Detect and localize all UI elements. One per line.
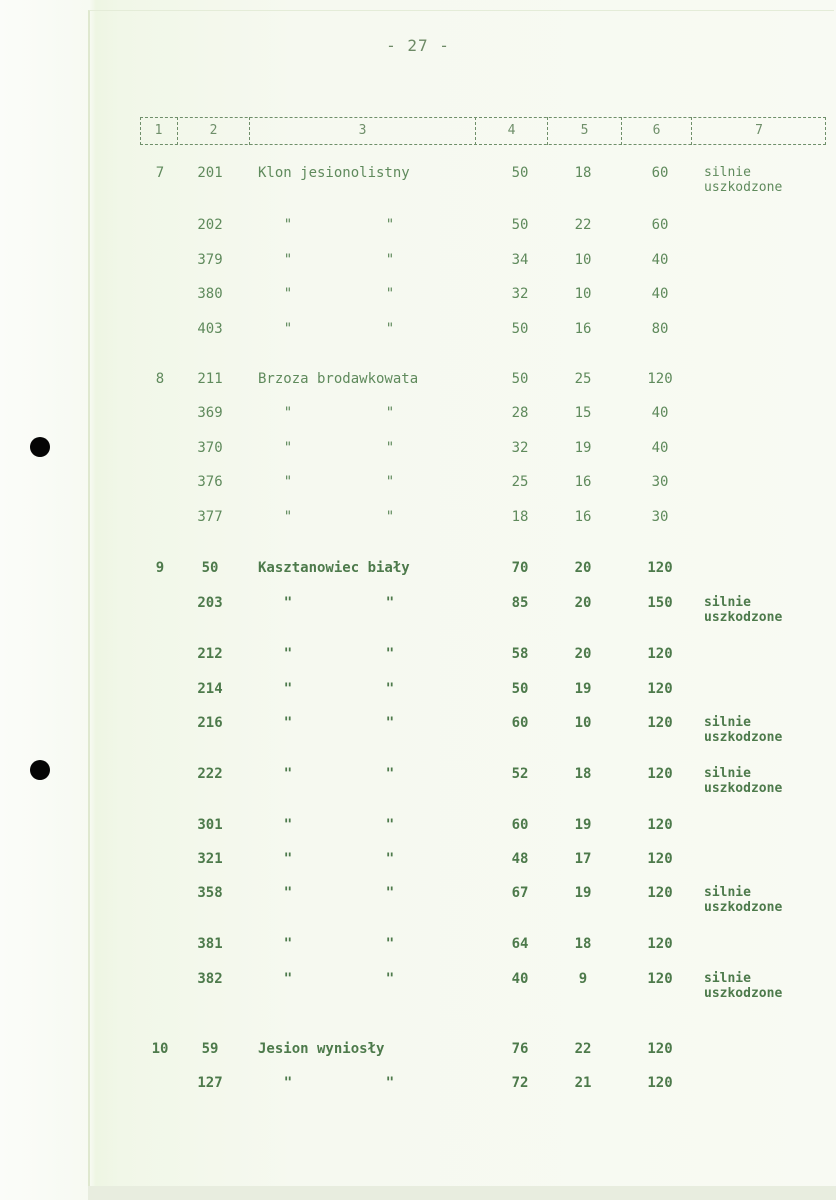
species-name: Kasztanowiec biały xyxy=(258,560,410,576)
ditto-mark: " xyxy=(283,646,293,662)
col-5-value: 9 xyxy=(578,971,588,987)
ditto-mark: " xyxy=(385,509,395,525)
ditto-mark: " xyxy=(283,217,293,233)
col-4-value: 72 xyxy=(511,1075,529,1091)
col-6-value: 120 xyxy=(647,371,673,387)
header-col-6: 6 xyxy=(622,117,692,145)
col-4-value: 50 xyxy=(511,371,529,387)
tree-number: 50 xyxy=(201,560,219,576)
note-text: silnie uszkodzone xyxy=(704,165,783,195)
ditto-mark: " xyxy=(283,766,293,782)
ditto-mark: " xyxy=(385,885,395,901)
ditto-mark: " xyxy=(385,286,395,302)
col-4-value: 60 xyxy=(511,817,529,833)
group-number: 7 xyxy=(155,165,165,181)
header-col-7: 7 xyxy=(755,123,763,138)
col-6-value: 120 xyxy=(647,1041,673,1057)
tree-number: 379 xyxy=(197,252,223,268)
col-4-value: 25 xyxy=(511,474,529,490)
note-text: silnie uszkodzone xyxy=(704,766,783,796)
tree-number: 358 xyxy=(197,885,223,901)
tree-number: 301 xyxy=(197,817,223,833)
col-4-value: 76 xyxy=(511,1041,529,1057)
col-6-value: 120 xyxy=(647,715,673,731)
sheet-bottom-edge xyxy=(88,1186,836,1200)
ditto-mark: " xyxy=(385,851,395,867)
tree-number: 59 xyxy=(201,1041,219,1057)
ditto-mark: " xyxy=(385,817,395,833)
ditto-mark: " xyxy=(283,440,293,456)
col-4-value: 32 xyxy=(511,286,529,302)
ditto-mark: " xyxy=(385,474,395,490)
tree-number: 222 xyxy=(197,766,223,782)
header-col-2: 2 xyxy=(178,117,250,145)
tree-number: 214 xyxy=(197,681,223,697)
ditto-mark: " xyxy=(283,885,293,901)
tree-number: 216 xyxy=(197,715,223,731)
col-5-value: 18 xyxy=(574,165,592,181)
col-6-value: 30 xyxy=(651,474,669,490)
col-5-value: 16 xyxy=(574,474,592,490)
tree-number: 201 xyxy=(197,165,223,181)
ditto-mark: " xyxy=(385,440,395,456)
ditto-mark: " xyxy=(283,595,293,611)
ditto-mark: " xyxy=(283,286,293,302)
col-6-value: 30 xyxy=(651,509,669,525)
tree-number: 127 xyxy=(197,1075,223,1091)
col-5-value: 17 xyxy=(574,851,592,867)
col-4-value: 64 xyxy=(511,936,529,952)
col-6-value: 120 xyxy=(647,646,673,662)
col-5-value: 22 xyxy=(574,217,592,233)
col-4-value: 18 xyxy=(511,509,529,525)
tree-number: 370 xyxy=(197,440,223,456)
tree-number: 369 xyxy=(197,405,223,421)
note-text: silnie uszkodzone xyxy=(704,971,783,1001)
ditto-mark: " xyxy=(283,1075,293,1091)
ditto-mark: " xyxy=(385,766,395,782)
col-5-value: 19 xyxy=(574,681,592,697)
group-number: 8 xyxy=(155,371,165,387)
col-4-value: 70 xyxy=(511,560,529,576)
tree-number: 212 xyxy=(197,646,223,662)
col-5-value: 10 xyxy=(574,715,592,731)
col-6-value: 120 xyxy=(647,936,673,952)
col-6-value: 40 xyxy=(651,440,669,456)
col-6-value: 120 xyxy=(647,1075,673,1091)
header-col-5: 5 xyxy=(548,117,622,145)
col-4-value: 50 xyxy=(511,217,529,233)
tree-number: 377 xyxy=(197,509,223,525)
note-text: silnie uszkodzone xyxy=(704,715,783,745)
ditto-mark: " xyxy=(385,321,395,337)
col-6-value: 120 xyxy=(647,766,673,782)
species-name: Brzoza brodawkowata xyxy=(258,371,419,387)
page-number: - 27 - xyxy=(386,36,450,55)
col-5-value: 25 xyxy=(574,371,592,387)
tree-number: 203 xyxy=(197,595,223,611)
col-4-value: 34 xyxy=(511,252,529,268)
col-6-value: 60 xyxy=(651,165,669,181)
ditto-mark: " xyxy=(283,321,293,337)
note-text: silnie uszkodzone xyxy=(704,595,783,625)
col-6-value: 80 xyxy=(651,321,669,337)
col-5-value: 21 xyxy=(574,1075,592,1091)
col-5-value: 22 xyxy=(574,1041,592,1057)
header-col-4: 4 xyxy=(476,117,548,145)
tree-number: 202 xyxy=(197,217,223,233)
note-text: silnie uszkodzone xyxy=(704,885,783,915)
ditto-mark: " xyxy=(385,681,395,697)
col-4-value: 28 xyxy=(511,405,529,421)
tree-number: 211 xyxy=(197,371,223,387)
col-4-value: 85 xyxy=(511,595,529,611)
ditto-mark: " xyxy=(283,681,293,697)
col-5-value: 18 xyxy=(574,936,592,952)
ditto-mark: " xyxy=(283,851,293,867)
species-name: Jesion wyniosły xyxy=(258,1041,385,1057)
tree-number: 403 xyxy=(197,321,223,337)
ditto-mark: " xyxy=(385,217,395,233)
col-4-value: 48 xyxy=(511,851,529,867)
ditto-mark: " xyxy=(283,405,293,421)
col-6-value: 120 xyxy=(647,817,673,833)
ditto-mark: " xyxy=(385,1075,395,1091)
col-4-value: 50 xyxy=(511,321,529,337)
ditto-mark: " xyxy=(283,817,293,833)
col-5-value: 16 xyxy=(574,509,592,525)
col-5-value: 10 xyxy=(574,286,592,302)
col-6-value: 40 xyxy=(651,405,669,421)
col-6-value: 150 xyxy=(647,595,673,611)
col-6-value: 120 xyxy=(647,885,673,901)
col-5-value: 20 xyxy=(574,560,592,576)
ditto-mark: " xyxy=(283,715,293,731)
ditto-mark: " xyxy=(385,646,395,662)
tree-number: 382 xyxy=(197,971,223,987)
tree-number: 381 xyxy=(197,936,223,952)
col-5-value: 18 xyxy=(574,766,592,782)
col-4-value: 67 xyxy=(511,885,529,901)
ditto-mark: " xyxy=(385,971,395,987)
ditto-mark: " xyxy=(283,936,293,952)
col-5-value: 20 xyxy=(574,646,592,662)
header-col-1: 1 xyxy=(140,117,178,145)
col-6-value: 120 xyxy=(647,971,673,987)
col-6-value: 120 xyxy=(647,681,673,697)
ditto-mark: " xyxy=(385,936,395,952)
col-4-value: 52 xyxy=(511,766,529,782)
col-6-value: 120 xyxy=(647,560,673,576)
col-4-value: 32 xyxy=(511,440,529,456)
col-4-value: 40 xyxy=(511,971,529,987)
ditto-mark: " xyxy=(385,252,395,268)
col-5-value: 10 xyxy=(574,252,592,268)
col-6-value: 60 xyxy=(651,217,669,233)
tree-number: 321 xyxy=(197,851,223,867)
ditto-mark: " xyxy=(283,509,293,525)
ditto-mark: " xyxy=(385,715,395,731)
col-4-value: 58 xyxy=(511,646,529,662)
group-number: 9 xyxy=(155,560,165,576)
col-4-value: 50 xyxy=(511,165,529,181)
header-col-3: 3 xyxy=(250,117,476,145)
col-5-value: 19 xyxy=(574,885,592,901)
tree-number: 376 xyxy=(197,474,223,490)
ditto-mark: " xyxy=(385,405,395,421)
col-5-value: 16 xyxy=(574,321,592,337)
col-5-value: 15 xyxy=(574,405,592,421)
col-6-value: 40 xyxy=(651,252,669,268)
ditto-mark: " xyxy=(385,595,395,611)
col-4-value: 50 xyxy=(511,681,529,697)
col-6-value: 40 xyxy=(651,286,669,302)
col-5-value: 19 xyxy=(574,440,592,456)
col-5-value: 20 xyxy=(574,595,592,611)
species-name: Klon jesionolistny xyxy=(258,165,410,181)
tree-number: 380 xyxy=(197,286,223,302)
col-6-value: 120 xyxy=(647,851,673,867)
col-4-value: 60 xyxy=(511,715,529,731)
ditto-mark: " xyxy=(283,252,293,268)
ditto-mark: " xyxy=(283,971,293,987)
col-5-value: 19 xyxy=(574,817,592,833)
ditto-mark: " xyxy=(283,474,293,490)
group-number: 10 xyxy=(151,1041,169,1057)
punch-hole-icon xyxy=(30,760,50,780)
punch-hole-icon xyxy=(30,437,50,457)
